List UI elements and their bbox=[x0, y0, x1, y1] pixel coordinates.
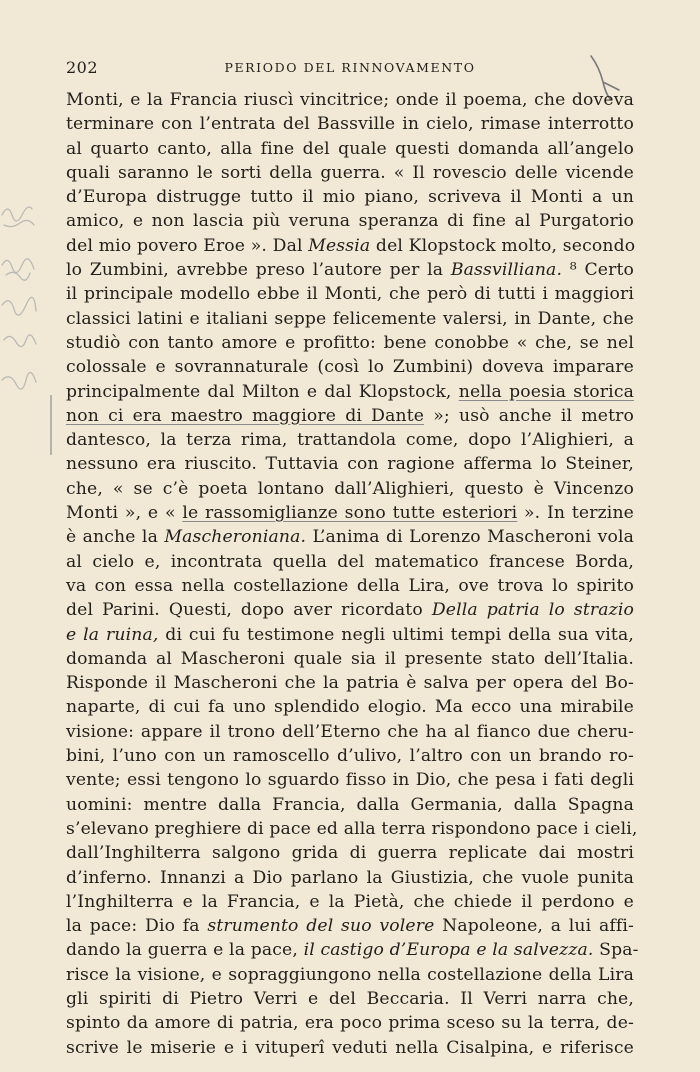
text-line: visione: appare il trono dell’Eterno che ha al fianco due cheru- bbox=[66, 721, 634, 742]
text-line: amico, e non lascia più veruna speranza di fine al Purgatorio bbox=[66, 211, 634, 232]
text-line: dall’Inghilterra salgono grida di guerra replicate dai mostri bbox=[66, 843, 634, 864]
page-number: 202 bbox=[66, 58, 99, 77]
text-line: principalmente dal Milton e dal Klopstock, nella poesia storica bbox=[66, 381, 634, 402]
text-line: spinto da amore di patria, era poco prima sceso su la terra, de- bbox=[66, 1013, 634, 1034]
italic-quote: Della patria lo strazio bbox=[431, 600, 634, 621]
italic-quote: e la ruina, bbox=[66, 624, 159, 645]
text-line: vente; essi tengono lo sguardo fisso in Dio, che pesa i fati degli bbox=[66, 770, 634, 791]
text-line: che, « se c’è poeta lontano dall’Alighieri, questo è Vincenzo bbox=[66, 478, 634, 499]
margin-pencil-notes bbox=[0, 195, 40, 445]
page-header bbox=[66, 58, 634, 82]
text-line: non ci era maestro maggiore di Dante »; usò anche il metro bbox=[66, 405, 635, 426]
body-text bbox=[66, 88, 639, 1060]
text-line: d’Europa distrugge tutto il mio piano, scriveva il Monti a un bbox=[66, 187, 634, 208]
italic-title: Bassvilliana. bbox=[450, 260, 563, 281]
text-line: al quarto canto, alla fine del quale questi domanda all’angelo bbox=[66, 138, 634, 159]
text-line: studiò con tanto amore e profitto: bene conobbe « che, se nel bbox=[66, 332, 634, 353]
text-line: Monti », e « le rassomiglianze sono tutte esteriori ». In terzine bbox=[66, 503, 634, 524]
text-line: domanda al Mascheroni quale sia il presente stato dell’Italia. bbox=[66, 648, 634, 669]
italic-title: Messia bbox=[308, 235, 371, 256]
text-line: il principale modello ebbe il Monti, che però di tutti i maggiori bbox=[66, 284, 634, 305]
text-line: gli spiriti di Pietro Verri e del Beccaria. Il Verri narra che, bbox=[66, 988, 634, 1009]
underlined-passage: le rassomiglianze sono tutte esteriori bbox=[182, 503, 518, 524]
running-title: PERIODO DEL RINNOVAMENTO bbox=[224, 60, 476, 75]
text-line: dantesco, la terza rima, trattandola come, dopo l’Alighieri, a bbox=[66, 430, 634, 451]
text-line: del Parini. Questi, dopo aver ricordato Della patria lo strazio bbox=[66, 600, 634, 621]
text-line: è anche la Mascheroniana. L’anima di Lorenzo Mascheroni vola bbox=[66, 527, 635, 548]
text-line: Risponde il Mascheroni che la patria è salva per opera del Bo- bbox=[66, 673, 634, 694]
text-line: del mio povero Eroe ». Dal Messia del Klopstock molto, secondo bbox=[66, 235, 636, 256]
text-line: lo Zumbini, avrebbe preso l’autore per la Bassvilliana. ⁸ Certo bbox=[66, 260, 635, 281]
text-line: scrive le miserie e i vituperî veduti nella Cisalpina, e riferisce bbox=[66, 1037, 634, 1058]
text-line: d’inferno. Innanzi a Dio parlano la Giustizia, che vuole punita bbox=[66, 867, 634, 888]
text-line: uomini: mentre dalla Francia, dalla Germania, dalla Spagna bbox=[66, 794, 634, 815]
italic-quote: strumento del suo volere bbox=[207, 916, 435, 937]
italic-quote: il castigo d’Europa e la salvezza. bbox=[303, 940, 594, 961]
italic-title: Mascheroniana. bbox=[164, 527, 307, 548]
text-line: classici latini e italiani seppe felicemente valersi, in Dante, che bbox=[66, 308, 634, 329]
underlined-passage: nella poesia storica bbox=[458, 381, 634, 402]
text-line: dando la guerra e la pace, il castigo d’Europa e la salvezza. Spa- bbox=[66, 940, 639, 961]
text-line: terminare con l’entrata del Bassville in cielo, rimase interrotto bbox=[66, 114, 634, 135]
margin-pencil-bar bbox=[50, 395, 52, 455]
text-line: e la ruina, di cui fu testimone negli ultimi tempi della sua vita, bbox=[66, 624, 635, 645]
text-line: quali saranno le sorti della guerra. « Il rovescio delle vicende bbox=[66, 162, 634, 183]
text-line: la pace: Dio fa strumento del suo volere Napoleone, a lui affi- bbox=[66, 916, 635, 937]
text-line: colossale e sovrannaturale (così lo Zumbini) doveva imparare bbox=[66, 357, 634, 378]
text-line: l’Inghilterra e la Francia, e la Pietà, che chiede il perdono e bbox=[66, 891, 634, 912]
underlined-passage: non ci era maestro maggiore di Dante bbox=[66, 405, 425, 426]
text-line: risce la visione, e sopraggiungono nella costellazione della Lira bbox=[66, 964, 634, 985]
text-line: va con essa nella costellazione della Lira, ove trova lo spirito bbox=[66, 575, 634, 596]
text-line: bini, l’uno con un ramoscello d’ulivo, l’altro con un brando ro- bbox=[66, 746, 634, 767]
text-line: s’elevano preghiere di pace ed alla terra rispondono pace i cieli, bbox=[66, 818, 638, 839]
text-line: Monti, e la Francia riuscì vincitrice; onde il poema, che doveva bbox=[66, 90, 634, 110]
text-line: nessuno era riuscito. Tuttavia con ragione afferma lo Steiner, bbox=[66, 454, 634, 475]
text-line: al cielo e, incontrata quella del matematico francese Borda, bbox=[66, 551, 634, 572]
text-line: naparte, di cui fa uno splendido elogio. Ma ecco una mirabile bbox=[66, 697, 634, 718]
